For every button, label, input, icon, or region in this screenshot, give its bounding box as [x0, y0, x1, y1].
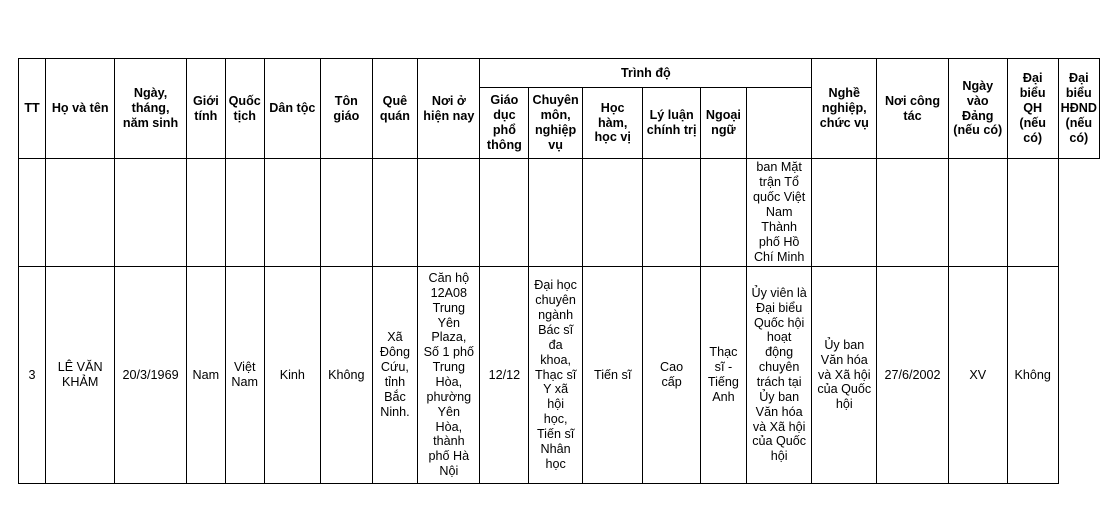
- noi-cong-tac-cell: Ủy ban Văn hóa và Xã hội của Quốc hội: [812, 267, 877, 484]
- col-header-noi-cong-tac: Nơi công tác: [877, 59, 949, 159]
- ngay-sinh-cell: 20/3/1969: [115, 267, 187, 484]
- ngay-vao-dang-cell: 27/6/2002: [877, 267, 949, 484]
- col-header-gioi-tinh: Giới tính: [186, 59, 225, 159]
- table-cell: [46, 159, 115, 267]
- table-cell: [115, 159, 187, 267]
- candidate-table: [18, 58, 1100, 484]
- col-header-dai-bieu-hdnd: Đại biểu HĐND (nếu có): [1058, 59, 1099, 159]
- continuation-row: [19, 159, 1100, 267]
- table-cell: [321, 159, 373, 267]
- dai-bieu-hdnd-cell: Không: [1007, 267, 1058, 484]
- col-header-ho-ten: Họ và tên: [46, 59, 115, 159]
- continued-nghe-nghiep-cell: ban Mặt trận Tổ quốc Việt Nam Thành phố Hồ Chí Minh: [746, 159, 811, 267]
- table-cell: [372, 159, 418, 267]
- table-cell: [643, 159, 700, 267]
- table-cell: [186, 159, 225, 267]
- table-cell: [264, 159, 320, 267]
- giao-duc-cell: 12/12: [480, 267, 529, 484]
- table-cell: [877, 159, 949, 267]
- col-header-giao-duc: Giáo dục phổ thông: [480, 88, 529, 159]
- dai-bieu-qh-cell: XV: [948, 267, 1007, 484]
- que-quan-cell: Xã Đông Cứu, tỉnh Bắc Ninh.: [372, 267, 418, 484]
- col-header-hoc-ham: Học hàm, học vị: [582, 88, 642, 159]
- ly-luan-cell: Cao cấp: [643, 267, 700, 484]
- gioi-tinh-cell: Nam: [186, 267, 225, 484]
- table-cell: [582, 159, 642, 267]
- chuyen-mon-cell: Đại học chuyên ngành Bác sĩ đa khoa, Thạc sĩ Y xã hội học, Tiến sĩ Nhân học: [529, 267, 583, 484]
- table-cell: [812, 159, 877, 267]
- quoc-tich-cell: Việt Nam: [225, 267, 264, 484]
- table-cell: [480, 159, 529, 267]
- col-header-que-quan: Quê quán: [372, 59, 418, 159]
- table-cell: [700, 159, 746, 267]
- col-header-ngay-sinh: Ngày, tháng, năm sinh: [115, 59, 187, 159]
- hoc-ham-cell: Tiến sĩ: [582, 267, 642, 484]
- noi-o-cell: Căn hộ 12A08 Trung Yên Plaza, Số 1 phố Trung Hòa, phường Yên Hòa, thành phố Hà Nội: [418, 267, 480, 484]
- col-header-dan-toc: Dân tộc: [264, 59, 320, 159]
- col-header-ngoai-ngu: Ngoại ngữ: [700, 88, 746, 159]
- col-header-quoc-tich: Quốc tịch: [225, 59, 264, 159]
- col-header-nghe-nghiep: Nghề nghiệp, chức vụ: [812, 59, 877, 159]
- nghe-nghiep-cell: Ủy viên là Đại biểu Quốc hội hoạt động chuyên trách tại Ủy ban Văn hóa và Xã hội của Quốc hội: [746, 267, 811, 484]
- table-cell: [19, 159, 46, 267]
- header-row-1: [19, 59, 1100, 88]
- col-header-chuyen-mon: Chuyên môn, nghiệp vụ: [529, 88, 583, 159]
- table-cell: [1007, 159, 1058, 267]
- tt-cell: 3: [19, 267, 46, 484]
- ton-giao-cell: Không: [321, 267, 373, 484]
- table-cell: [225, 159, 264, 267]
- ngoai-ngu-cell: Thạc sĩ - Tiếng Anh: [700, 267, 746, 484]
- ho-ten-cell: LÊ VĂN KHẢM: [46, 267, 115, 484]
- table-cell: [418, 159, 480, 267]
- col-header-ngay-vao-dang: Ngày vào Đảng (nếu có): [948, 59, 1007, 159]
- col-header-ton-giao: Tôn giáo: [321, 59, 373, 159]
- col-header-dai-bieu-qh: Đại biểu QH (nếu có): [1007, 59, 1058, 159]
- col-header-ly-luan: Lý luận chính trị: [643, 88, 700, 159]
- table-row: [19, 267, 1100, 484]
- col-header-noi-o: Nơi ở hiện nay: [418, 59, 480, 159]
- col-header-trinh-do: Trình độ: [480, 59, 812, 88]
- dan-toc-cell: Kinh: [264, 267, 320, 484]
- table-cell: [529, 159, 583, 267]
- table-cell: [948, 159, 1007, 267]
- col-header-tt: TT: [19, 59, 46, 159]
